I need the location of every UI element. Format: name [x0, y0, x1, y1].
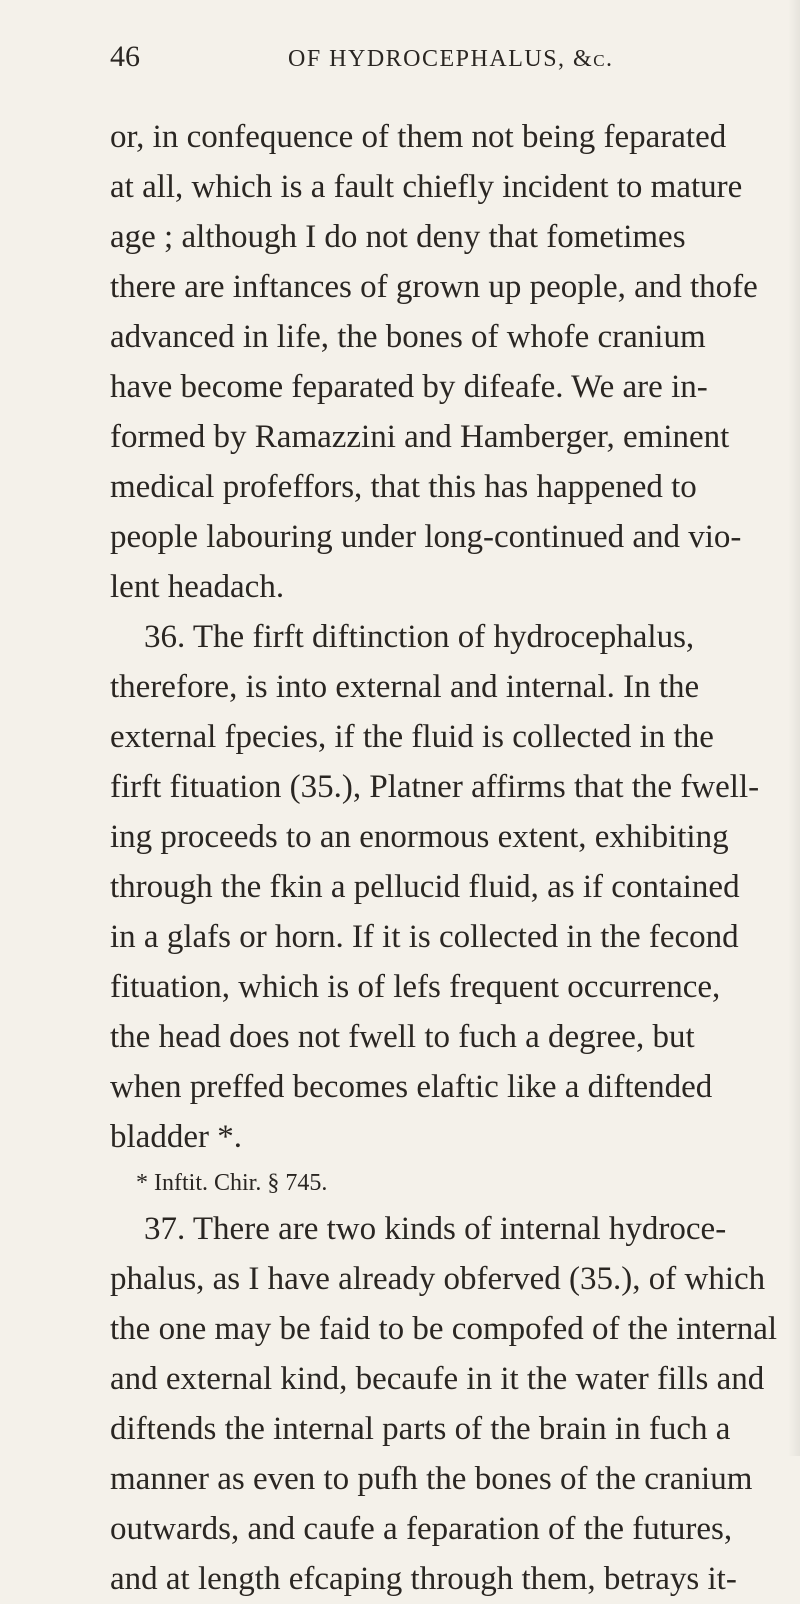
text-line: advanced in life, the bones of whofe cranium [110, 319, 706, 355]
text-line: phalus, as I have already obferved (35.), of which [110, 1261, 766, 1297]
text-line: or, in confequence of them not being feparated [110, 119, 727, 155]
page-body [110, 112, 788, 1604]
text-line: 36. The firft diftinction of hydrocephalus, [144, 619, 695, 655]
text-line: ing proceeds to an enormous extent, exhibiting [110, 819, 729, 855]
text-line: therefore, is into external and internal. In the [110, 669, 700, 705]
text-line: there are inftances of grown up people, and thofe [110, 269, 758, 305]
text-line: the one may be faid to be compofed of the internal [110, 1311, 778, 1347]
text-line: manner as even to pufh the bones of the cranium [110, 1461, 753, 1497]
text-line: medical profeffors, that this has happened to [110, 469, 697, 505]
text-line: and at length efcaping through them, betrays it- [110, 1561, 737, 1597]
page-number: 46 [110, 40, 140, 73]
text-line: have become feparated by difeafe. We are in- [110, 369, 708, 405]
footnote: * Inftit. Chir. § 745. [136, 1170, 328, 1196]
text-line: fituation, which is of lefs frequent occurrence, [110, 969, 721, 1005]
text-line: formed by Ramazzini and Hamberger, eminent [110, 419, 730, 455]
text-line: and external kind, becaufe in it the water fills and [110, 1361, 765, 1397]
text-line: at all, which is a fault chiefly incident to mature [110, 169, 743, 205]
page-header [110, 40, 730, 80]
text-line: through the fkin a pellucid fluid, as if contained [110, 869, 740, 905]
text-line: diftends the internal parts of the brain in fuch a [110, 1411, 731, 1447]
text-line: external fpecies, if the fluid is collected in the [110, 719, 714, 755]
text-line: age ; although I do not deny that fometimes [110, 219, 686, 255]
text-line: when preffed becomes elaftic like a diftended [110, 1069, 713, 1105]
text-line: lent headach. [110, 569, 285, 605]
text-line: outwards, and caufe a feparation of the futures, [110, 1511, 733, 1547]
text-line: 37. There are two kinds of internal hydroce- [144, 1211, 727, 1247]
page-edge-shadow [788, 0, 800, 1456]
text-line: in a glafs or horn. If it is collected in the fecond [110, 919, 739, 955]
running-title: OF HYDROCEPHALUS, &c. [288, 46, 614, 72]
text-line: the head does not fwell to fuch a degree, but [110, 1019, 695, 1055]
text-line: firft fituation (35.), Platner affirms that the fwell- [110, 769, 760, 805]
text-line: bladder *. [110, 1119, 242, 1155]
text-line: people labouring under long-continued and vio- [110, 519, 742, 555]
